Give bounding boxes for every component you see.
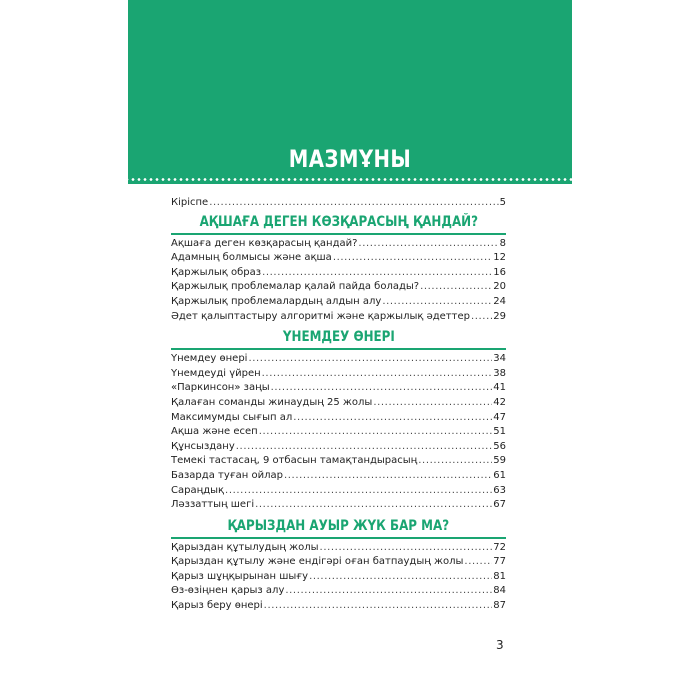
toc-leader-dots xyxy=(248,352,492,367)
toc-entry-title: «Паркинсон» заңы xyxy=(171,382,270,394)
toc-entry-title: Адамның болмысы және ақша xyxy=(171,252,332,264)
toc-leader-dots xyxy=(420,280,492,295)
toc-entry-page: 20 xyxy=(493,281,506,293)
toc-entry-title: Ләззаттың шегі xyxy=(171,499,255,511)
toc-entry-page: 87 xyxy=(493,600,506,612)
toc-entry[interactable] xyxy=(171,310,506,325)
toc-entry[interactable] xyxy=(171,440,506,455)
toc-entry-page: 38 xyxy=(493,367,506,379)
toc-leader-dots xyxy=(373,396,492,411)
toc-entry-title: Қарыздан құтылу және ендігәрі оған батпаудың жолы xyxy=(171,556,464,568)
toc-entry[interactable] xyxy=(171,469,506,484)
toc-leader-dots xyxy=(320,541,493,556)
toc-entry-page: 77 xyxy=(493,556,506,568)
toc-leader-dots xyxy=(464,555,492,570)
toc-entry-page: 59 xyxy=(493,455,506,467)
toc-entry[interactable] xyxy=(171,352,506,367)
toc-entry-title: Қарыз шұңқырынан шығу xyxy=(171,570,309,582)
page-title: МАЗМҰНЫ xyxy=(288,145,412,173)
toc-entry[interactable] xyxy=(171,498,506,513)
toc-entry[interactable] xyxy=(171,280,506,295)
toc-entry-page: 51 xyxy=(493,426,506,438)
toc-entry-page: 47 xyxy=(493,411,506,423)
toc-leader-dots xyxy=(262,266,492,281)
toc-leader-dots xyxy=(284,469,492,484)
toc-entry[interactable] xyxy=(171,541,506,556)
toc-entry-title: Үнемдеуді үйрен xyxy=(171,367,261,379)
section-heading: ҮНЕМДЕУ ӨНЕРІ xyxy=(171,326,506,350)
toc-entry-title: Әдет қалыптастыру алгоритмі және қаржылық әдеттер xyxy=(171,310,470,322)
toc-entry[interactable] xyxy=(171,295,506,310)
toc-entry[interactable] xyxy=(171,584,506,599)
toc-leader-dots xyxy=(259,425,493,440)
toc-entry-title: Қарыздан құтылудың жолы xyxy=(171,541,319,553)
toc-leader-dots xyxy=(264,599,493,614)
toc-entry-title: Қалаған соманды жинаудың 25 жолы xyxy=(171,396,373,408)
dotted-divider xyxy=(128,178,572,181)
toc-entry[interactable] xyxy=(171,266,506,281)
toc-leader-dots xyxy=(271,381,493,396)
toc-leader-dots xyxy=(225,484,492,499)
toc-leader-dots xyxy=(293,411,492,426)
toc-entry-page: 84 xyxy=(493,585,506,597)
toc-entry[interactable] xyxy=(171,381,506,396)
toc-leader-dots xyxy=(471,310,492,325)
toc-entry[interactable] xyxy=(171,484,506,499)
toc-entry-page: 34 xyxy=(493,353,506,365)
toc-leader-dots xyxy=(382,295,492,310)
toc-entry-title: Қарыз беру өнері xyxy=(171,600,263,612)
toc-leader-dots xyxy=(236,440,493,455)
toc-entry-title: Қаржылық проблемалар қалай пайда болады? xyxy=(171,281,420,293)
toc-leader-dots xyxy=(418,454,492,469)
toc-entry-title: Үнемдеу өнері xyxy=(171,353,248,365)
toc-entry-page: 42 xyxy=(493,396,506,408)
header-banner xyxy=(128,0,572,184)
toc-entry-title: Максимумды сығып ал xyxy=(171,411,293,423)
page-number: 3 xyxy=(496,638,504,652)
toc-leader-dots xyxy=(262,367,493,382)
toc-entry-page: 29 xyxy=(493,310,506,322)
toc-entry-page: 5 xyxy=(499,197,506,208)
toc-leader-dots xyxy=(333,251,492,266)
toc-entry-title: Қаржылық проблемалардың алдын алу xyxy=(171,295,382,307)
toc-leader-dots xyxy=(209,196,498,211)
toc-entry-page: 24 xyxy=(493,295,506,307)
toc-leader-dots xyxy=(285,584,492,599)
toc-entry-title: Құнсыздану xyxy=(171,440,235,452)
toc-entry[interactable] xyxy=(171,237,506,252)
toc-entry-page: 41 xyxy=(493,382,506,394)
toc-entry-page: 81 xyxy=(493,570,506,582)
toc-entry-page: 63 xyxy=(493,484,506,496)
toc-entry-title: Ақша және есеп xyxy=(171,426,258,438)
toc-entry-page: 16 xyxy=(493,266,506,278)
toc-entry-page: 61 xyxy=(493,469,506,481)
toc-leader-dots xyxy=(309,570,492,585)
toc-entry[interactable] xyxy=(171,555,506,570)
toc-entry[interactable] xyxy=(171,196,506,211)
toc-entry[interactable] xyxy=(171,251,506,266)
section-heading: АҚШАҒА ДЕГЕН КӨЗҚАРАСЫҢ ҚАНДАЙ? xyxy=(171,211,506,235)
toc-entry-title: Темекі тастасаң, 9 отбасын тамақтандырасың xyxy=(171,455,418,467)
toc-entry[interactable] xyxy=(171,599,506,614)
section-heading: ҚАРЫЗДАН АУЫР ЖҮК БАР МА? xyxy=(171,515,506,539)
toc-entry[interactable] xyxy=(171,396,506,411)
toc-entry-page: 8 xyxy=(499,237,506,249)
toc-entry-page: 67 xyxy=(493,499,506,511)
toc-entry-page: 12 xyxy=(493,252,506,264)
toc-leader-dots xyxy=(255,498,492,513)
toc-leader-dots xyxy=(358,237,498,252)
toc-entry-title: Ақшаға деген көзқарасың қандай? xyxy=(171,237,358,249)
toc-entry[interactable] xyxy=(171,367,506,382)
toc-entry-page: 56 xyxy=(493,440,506,452)
toc-entry-title: Сараңдық xyxy=(171,484,225,496)
toc-entry[interactable] xyxy=(171,411,506,426)
toc-entry[interactable] xyxy=(171,570,506,585)
toc-entry-title: Кіріспе xyxy=(171,197,209,208)
toc-entry[interactable] xyxy=(171,425,506,440)
toc-entry-title: Базарда туған ойлар xyxy=(171,469,283,481)
toc-entry[interactable] xyxy=(171,454,506,469)
toc-entry-title: Қаржылық образ xyxy=(171,266,262,278)
toc-entry-page: 72 xyxy=(493,541,506,553)
toc-entry-title: Өз-өзіңнен қарыз алу xyxy=(171,585,285,597)
table-of-contents xyxy=(171,196,506,614)
